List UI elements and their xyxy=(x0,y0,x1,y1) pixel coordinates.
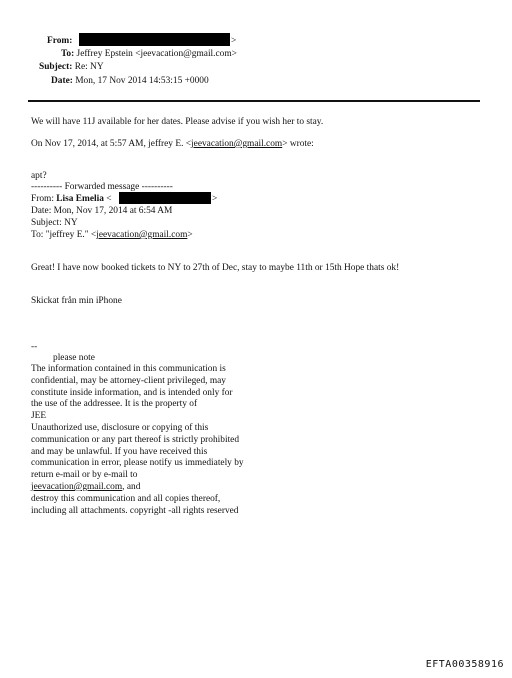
fwd-to-row xyxy=(31,229,193,241)
fwd-from-row xyxy=(31,193,112,205)
disclaimer-line: the use of the addressee. It is the property of xyxy=(31,399,198,410)
fwd-message: Great! I have now booked tickets to NY to 27th of Dec, stay to maybe 11th or 15th Hope thats ok! xyxy=(31,263,400,273)
header-divider xyxy=(28,100,480,102)
fwd-date-line: Date: Mon, Nov 17, 2014 at 6:54 AM xyxy=(31,206,173,216)
to-label: To: xyxy=(61,49,75,59)
fwd-from-open: < xyxy=(103,194,112,204)
disclaimer-line: The information contained in this communication is xyxy=(31,364,226,374)
fwd-to-prefix: To: "jeffrey E." < xyxy=(31,230,97,240)
disclaimer-email-link[interactable]: jeevacation@gmail.com xyxy=(31,481,123,492)
to-value: Jeffrey Epstein <jeevacation@gmail.com> xyxy=(76,49,237,59)
quote-attribution xyxy=(31,138,314,150)
disclaimer-line-email xyxy=(31,470,244,494)
fwd-from-name: Lisa Emelia xyxy=(56,194,104,204)
disclaimer-line: destroy this communication and all copies thereof, xyxy=(31,493,221,504)
from-label: From: xyxy=(47,36,73,46)
disclaimer-line: communication or any part thereof is strictly prohibited xyxy=(31,434,240,445)
fwd-to-email-link[interactable]: jeevacation@gmail.com xyxy=(96,230,188,240)
subject-label: Subject: xyxy=(39,62,73,72)
disclaimer-line: including all attachments. copyright -all rights reserved xyxy=(31,505,239,516)
disclaimer-line: constitute inside information, and is intended only for xyxy=(31,387,233,398)
disclaimer-note: please note xyxy=(53,353,95,363)
subject-value: Re: NY xyxy=(74,62,104,72)
disclaimer-line: Unauthorized use, disclosure or copying of this xyxy=(31,422,209,433)
subject-row xyxy=(39,61,104,73)
date-label: Date: xyxy=(51,76,73,86)
quote-suffix: > wrote: xyxy=(282,139,314,149)
disclaimer-line: JEE xyxy=(31,411,47,422)
disclaimer-line: and may be unlawful. If you have received this xyxy=(31,446,208,457)
fwd-subject-line: Subject: NY xyxy=(31,218,78,228)
disclaimer-line: communication in error, please notify us immediately by xyxy=(31,458,244,469)
reply-body: We will have 11J available for her dates. Please advise if you wish her to stay. xyxy=(31,117,324,127)
fwd-signature: Skickat från min iPhone xyxy=(31,296,122,306)
fwd-from-label: From: xyxy=(31,194,54,204)
redaction-bar xyxy=(119,192,211,204)
disclaimer-email-prefix: return e-mail or by e-mail to xyxy=(31,470,138,481)
to-row xyxy=(61,48,237,60)
date-value: Mon, 17 Nov 2014 14:53:15 +0000 xyxy=(75,76,209,86)
date-row xyxy=(51,75,209,87)
apt-line: apt? xyxy=(31,171,47,181)
disclaimer-block xyxy=(31,364,244,517)
fwd-from-close: > xyxy=(212,194,218,204)
disclaimer-dashes: -- xyxy=(31,342,38,352)
bates-number: EFTA00358916 xyxy=(425,659,504,670)
redaction-bar xyxy=(79,33,230,46)
quote-prefix: On Nov 17, 2014, at 5:57 AM, jeffrey E. < xyxy=(31,139,192,149)
fwd-to-suffix: > xyxy=(187,230,193,240)
from-value-tail: > xyxy=(231,36,237,46)
disclaimer-line: confidential, may be attorney-client privileged, may xyxy=(31,375,226,386)
disclaimer-email-suffix: , and xyxy=(122,481,141,492)
quote-email-link[interactable]: jeevacation@gmail.com xyxy=(191,139,283,149)
forwarded-header: ---------- Forwarded message ---------- xyxy=(31,182,173,192)
